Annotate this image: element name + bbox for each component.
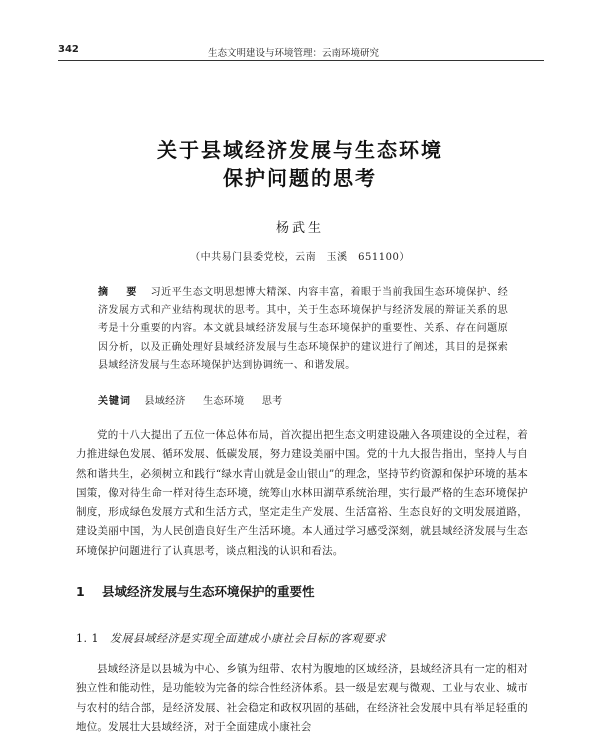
abstract bbox=[98, 284, 508, 375]
body-paragraph: 县域经济是以县城为中心、乡镇为纽带、农村为腹地的区域经济，县域经济具有一定的相对独立性和能动性，是功能较为完备的综合性经济体系。县一级是宏观与微观、工业与农业、城市与农村的结合部，是经济发展、社会稳定和政权巩固的基础，在经济社会发展中具有举足轻重的地位。发展壮大县域经济，对于全面建成小康社会 bbox=[76, 663, 528, 733]
author-affiliation: （中共易门县委党校，云南 玉溪 651100） bbox=[190, 252, 410, 263]
section-heading bbox=[76, 582, 536, 600]
keyword: 县域经济 bbox=[144, 396, 186, 407]
keyword: 生态环境 bbox=[203, 396, 245, 407]
subsection-heading bbox=[76, 630, 536, 646]
section-title: 县域经济发展与生态环境保护的重要性 bbox=[102, 584, 315, 599]
article-title-line-1: 关于县域经济发展与生态环境 bbox=[157, 138, 443, 162]
abstract-text: 习近平生态文明思想博大精深、内容丰富，着眼于当前我国生态环境保护、经济发展方式和产业结构现状的思考。其中，关于生态环境保护与经济发展的辩证关系的思考是十分重要的内容。本文就县域经济发展与生态环境保护的重要性、关系、存在问题原因分析，以及正确处理好县域经济发展与生态环境保护的建议进行了阐述，其目的是探索县域经济发展与生态环境保护达到协调统一、和谐发展。 bbox=[98, 287, 509, 371]
running-title: 生态文明建设与环境管理：云南环境研究 bbox=[208, 48, 380, 59]
section-number: 1 bbox=[76, 584, 85, 599]
subsection-title: 发展县域经济是实现全面建成小康社会目标的客观要求 bbox=[110, 632, 386, 645]
author-name: 杨武生 bbox=[275, 221, 324, 236]
article-title-line-2: 保护问题的思考 bbox=[223, 166, 377, 190]
keywords bbox=[98, 392, 522, 407]
intro-paragraph: 党的十八大提出了五位一体总体布局，首次提出把生态文明建设融入各项建设的全过程，着力推进绿色发展、循环发展、低碳发展，努力建设美丽中国。党的十九大报告指出，坚持人与自然和谐共生，必须树立和践行“绿水青山就是金山银山”的理念，坚持节约资源和保护环境的基本国策，像对待生命一样对待生态环境，统筹山水林田湖草系统治理，实行最严格的生态环境保护制度，形成绿色发展方式和生活方式，坚定走生产发展、生活富裕、生态良好的文明发展道路，建设美丽中国，为人民创造良好生产生活环境。本人通过学习感受深刻，就县域经济发展与生态环境保护问题进行了认真思考，谈点粗浅的认识和看法。 bbox=[76, 429, 528, 557]
page-number: 342 bbox=[58, 44, 79, 55]
keyword: 思考 bbox=[261, 396, 283, 407]
header-rule bbox=[58, 60, 544, 61]
keywords-label: 关键词 bbox=[98, 396, 131, 407]
abstract-label: 摘 要 bbox=[98, 287, 141, 298]
subsection-number: 1. 1 bbox=[76, 632, 99, 645]
